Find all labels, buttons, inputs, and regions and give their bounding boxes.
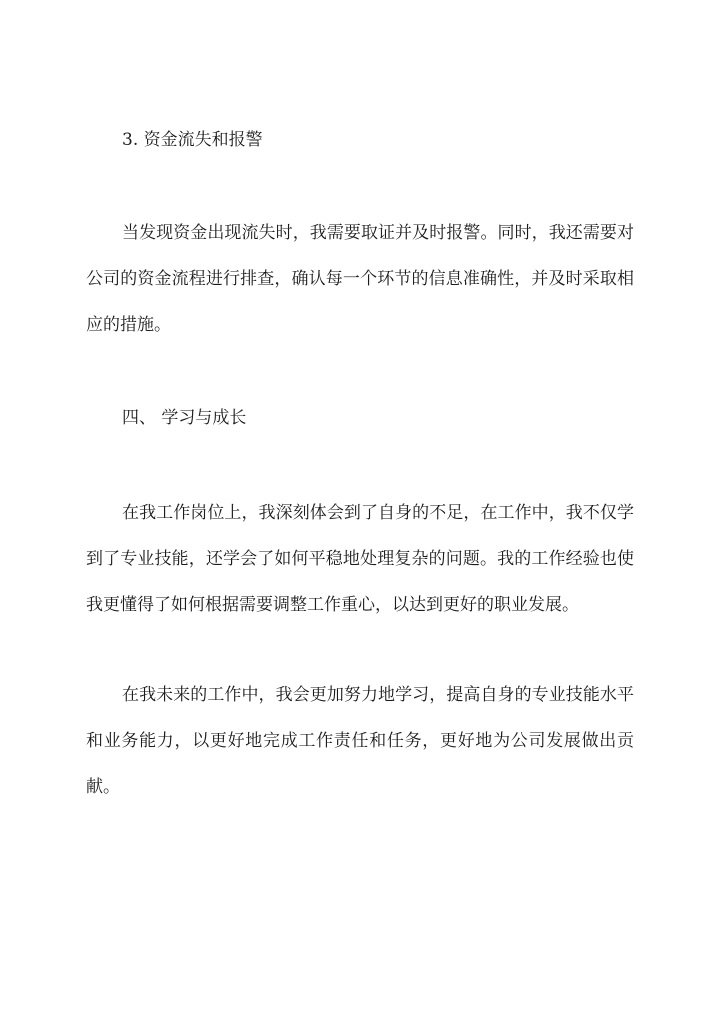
section-4-paragraph-1: 在我工作岗位上，我深刻体会到了自身的不足，在工作中，我不仅学到了专业技能，还学会了如何平稳地处理复杂的问题。我的工作经验也使我更懂得了如何根据需要调整工作重心，以达到更好的职业发展。	[86, 503, 634, 615]
section-3-heading: 3. 资金流失和报警	[122, 130, 263, 150]
section-3-paragraph: 当发现资金出现流失时，我需要取证并及时报警。同时，我还需要对公司的资金流程进行排查，确认每一个环节的信息准确性，并及时采取相应的措施。	[86, 223, 634, 335]
section-4-heading: 四、 学习与成长	[122, 408, 247, 428]
section-4-paragraph-2: 在我未来的工作中，我会更加努力地学习，提高自身的专业技能水平和业务能力，以更好地完成工作责任和任务，更好地为公司发展做出贡献。	[86, 685, 634, 797]
